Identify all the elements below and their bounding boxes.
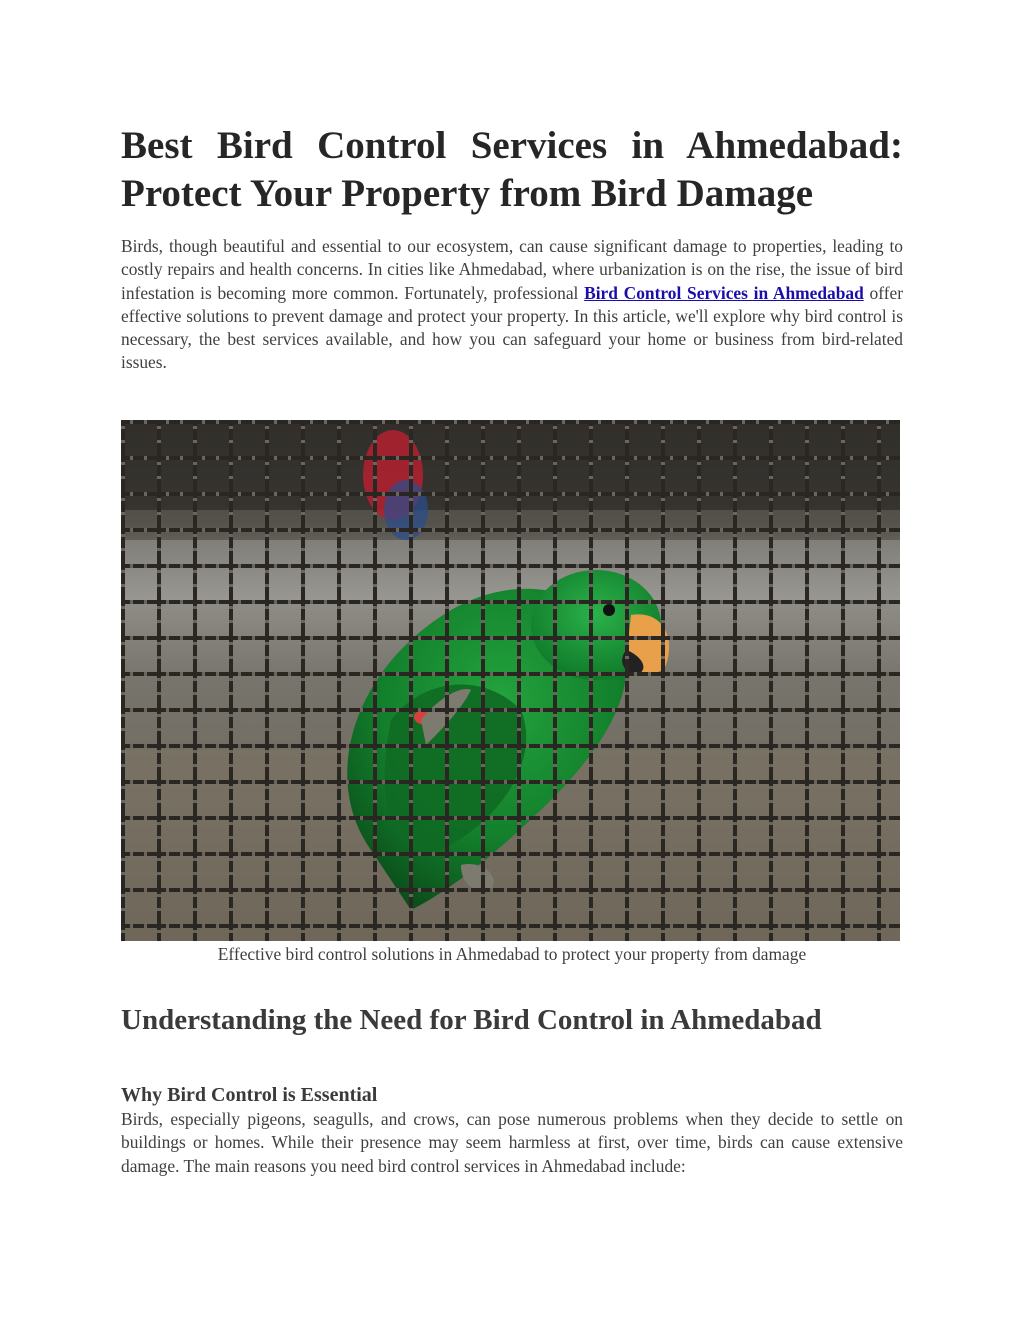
image-caption: Effective bird control solutions in Ahmedabad to protect your property from damage bbox=[217, 944, 807, 964]
article-title-line-1: Best Bird Control Services in Ahmedabad: bbox=[121, 124, 903, 167]
section-heading: Understanding the Need for Bird Control in Ahmedabad bbox=[121, 1004, 822, 1036]
subsection-heading: Why Bird Control is Essential bbox=[121, 1084, 378, 1106]
parrot-behind-mesh-photo bbox=[121, 420, 900, 941]
intro-text-end: offer effective solutions to prevent damage and protect your property. In this article, we'll explore why bird control is necessary, the best services available, and how you can safeguard your home or business from bird-related issues. bbox=[121, 282, 903, 373]
intro-text-start: Birds, though beautiful and essential to our ecosystem, can cause significant damage to properties, leading to costly repairs and health concerns. In cities like Ahmedabad, where urbanization is on the rise, the issue of bird infestation is becoming more common. Fortunately, professional bbox=[121, 236, 903, 303]
subsection-paragraph: Birds, especially pigeons, seagulls, and crows, can pose numerous problems when they decide to settle on buildings or homes. While their presence may seem harmless at first, over time, birds can cause extensive damage. The main reasons you need bird control services in Ahmedabad include: bbox=[121, 1109, 903, 1176]
article-title bbox=[121, 122, 903, 218]
article-title-line-2: Protect Your Property from Bird Damage bbox=[121, 172, 814, 215]
bird-control-services-link[interactable]: Bird Control Services in Ahmedabad bbox=[584, 282, 864, 303]
intro-paragraph bbox=[121, 235, 903, 375]
